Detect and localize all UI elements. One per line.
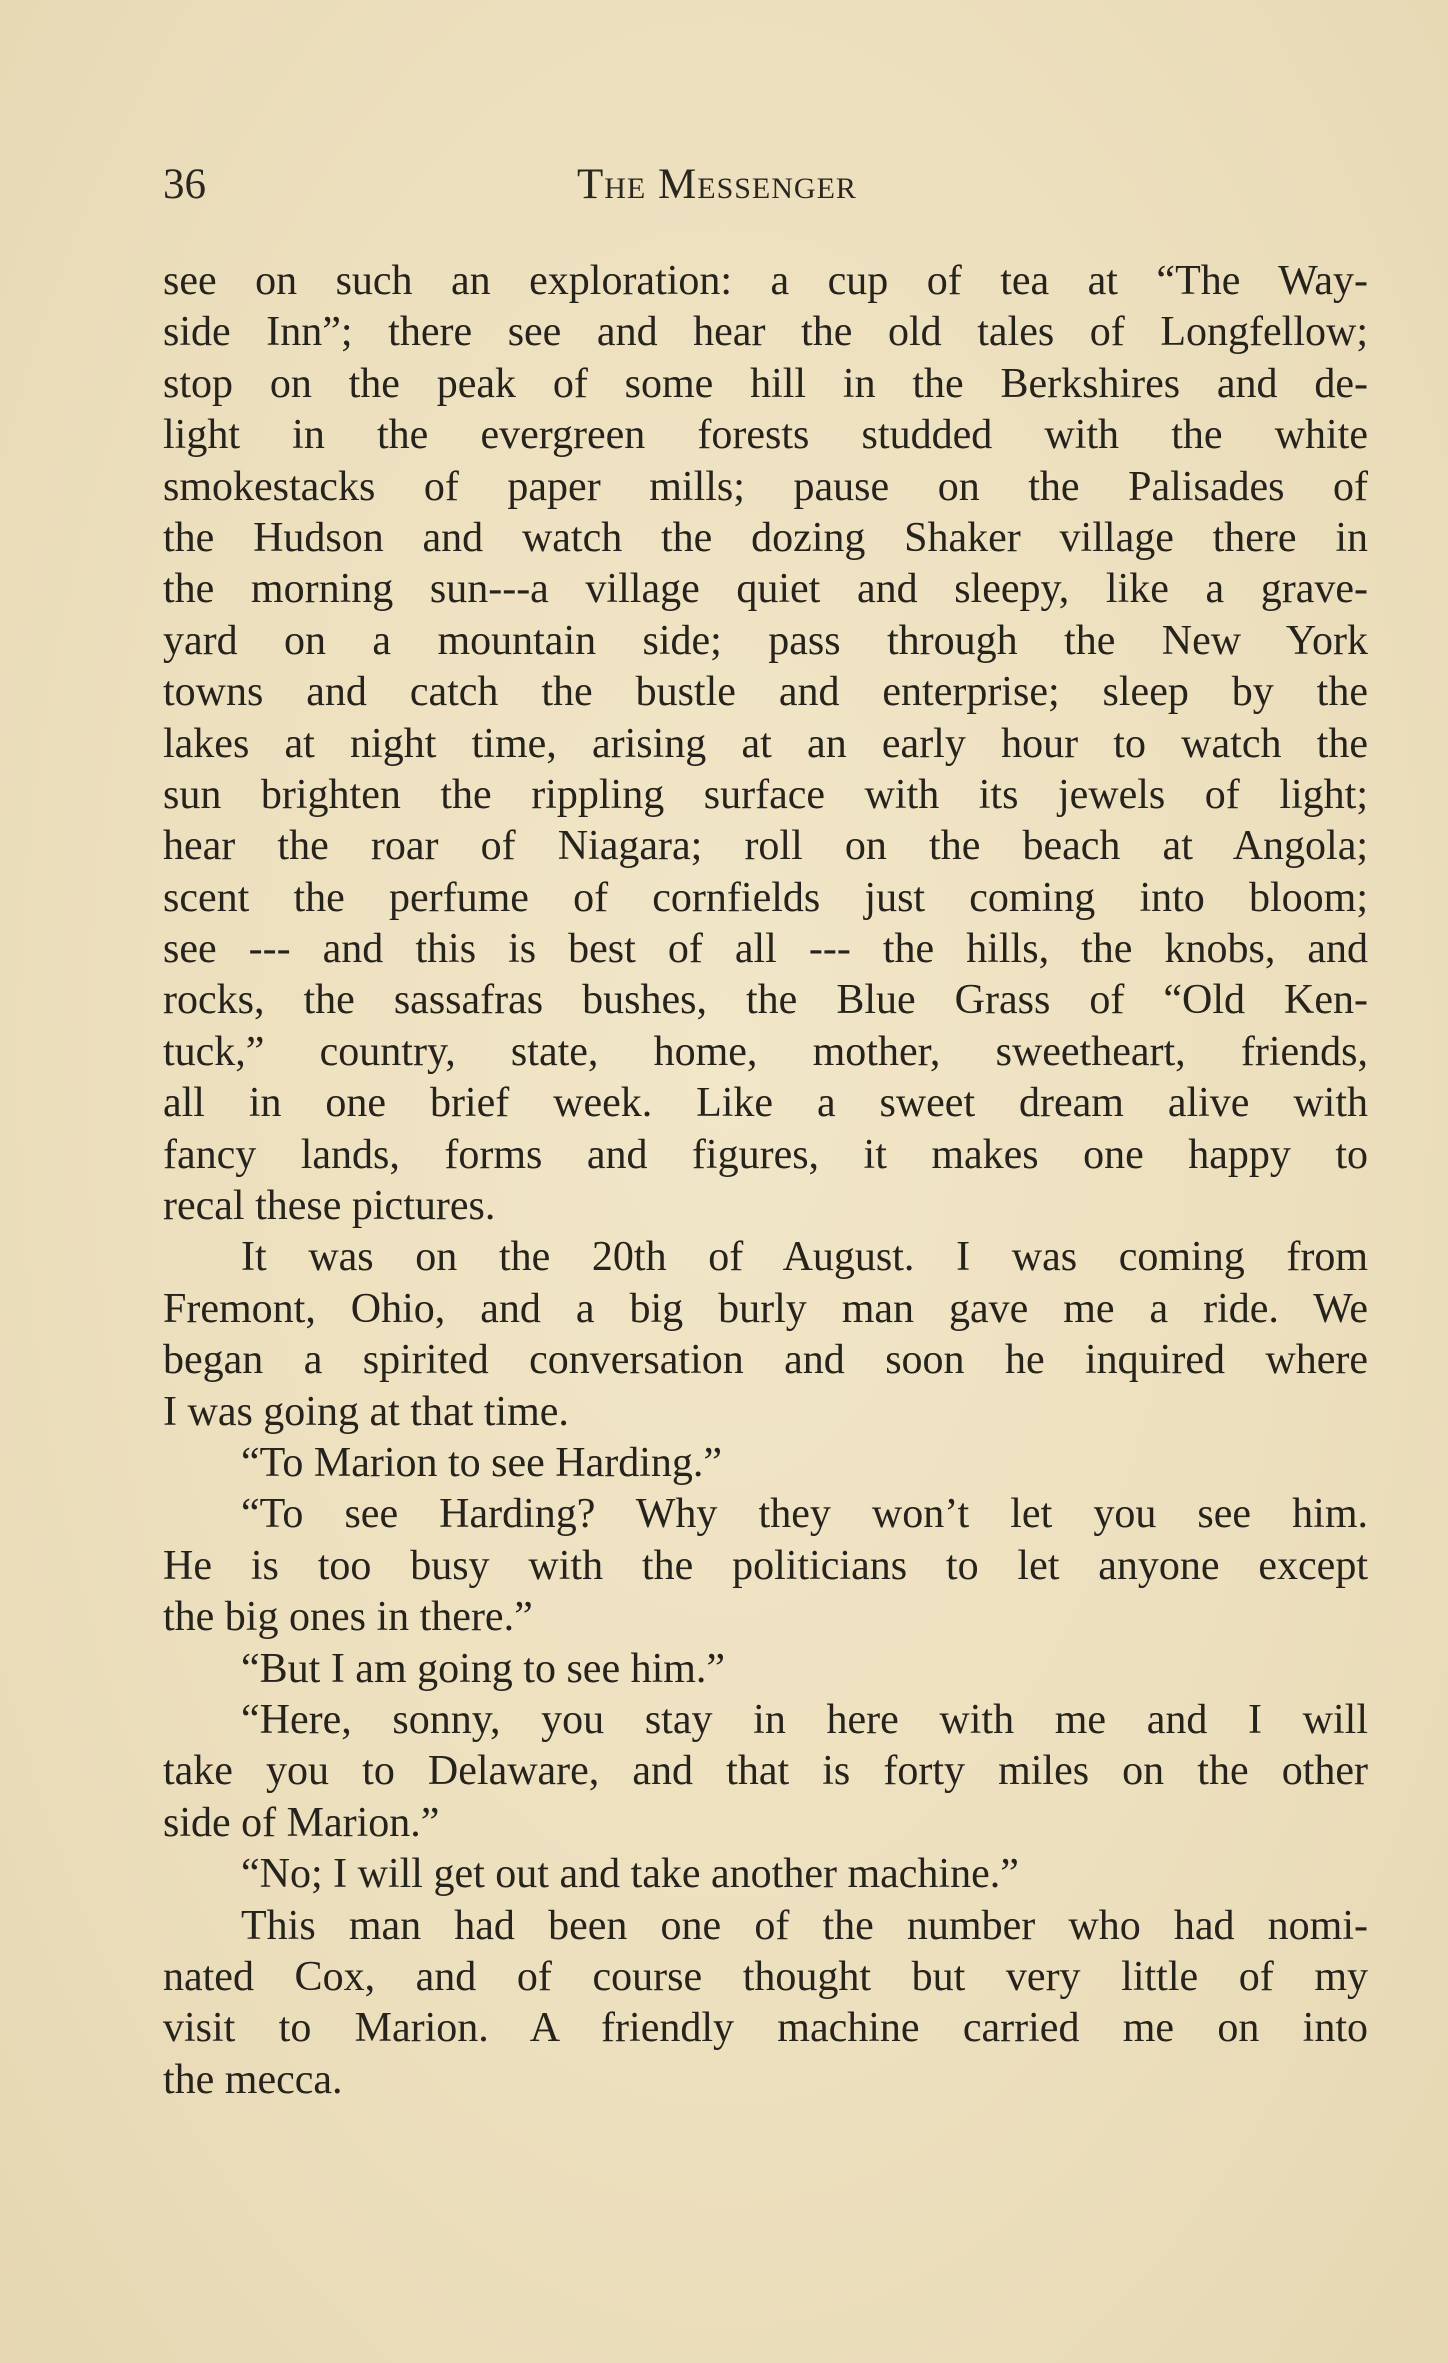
body-text	[163, 256, 1368, 2106]
text-line: scent the perfume of cornfields just coming into bloom;	[163, 874, 1368, 921]
text-line: “Here, sonny, you stay in here with me and I will	[241, 1696, 1368, 1743]
text-line: yard on a mountain side; pass through the New York	[163, 617, 1368, 664]
text-line: rocks, the sassafras bushes, the Blue Grass of “Old Ken-	[163, 977, 1368, 1024]
running-head: The Messenger	[577, 161, 857, 208]
text-line: stop on the peak of some hill in the Berkshires and de-	[163, 360, 1368, 407]
text-line: smokestacks of paper mills; pause on the Palisades of	[163, 463, 1368, 510]
text-line: side Inn”; there see and hear the old tales of Longfellow;	[163, 309, 1368, 356]
text-line: tuck,” country, state, home, mother, sweetheart, friends,	[163, 1028, 1368, 1075]
text-line: This man had been one of the number who had nomi-	[241, 1902, 1368, 1949]
paragraph	[163, 1849, 1368, 1900]
text-line: hear the roar of Niagara; roll on the beach at Angola;	[163, 823, 1368, 870]
text-line: the Hudson and watch the dozing Shaker village there in	[163, 514, 1368, 561]
text-line: I was going at that time.	[163, 1388, 569, 1435]
text-line: sun brighten the rippling surface with its jewels of light;	[163, 771, 1368, 818]
text-line: He is too busy with the politicians to let anyone except	[163, 1542, 1368, 1589]
text-line: began a spirited conversation and soon he inquired where	[163, 1337, 1368, 1384]
page-number: 36	[163, 161, 206, 208]
text-line: light in the evergreen forests studded with the white	[163, 412, 1368, 459]
text-line: the mecca.	[163, 2056, 343, 2103]
paragraph	[163, 1232, 1368, 1438]
paragraph	[163, 1695, 1368, 1849]
text-line: see --- and this is best of all --- the hills, the knobs, and	[163, 926, 1368, 973]
text-line: It was on the 20th of August. I was coming from	[241, 1234, 1368, 1281]
text-line: fancy lands, forms and figures, it makes one happy to	[163, 1131, 1368, 1178]
text-line: towns and catch the bustle and enterprise; sleep by the	[163, 669, 1368, 716]
page-header	[163, 160, 1371, 210]
paragraph	[163, 256, 1368, 1232]
text-line: “No; I will get out and take another machine.”	[241, 1851, 1019, 1898]
text-line: nated Cox, and of course thought but very little of my	[163, 1953, 1368, 2000]
text-line: Fremont, Ohio, and a big burly man gave me a ride. We	[163, 1285, 1368, 1332]
text-line: visit to Marion. A friendly machine carried me on into	[163, 2005, 1368, 2052]
paragraph	[163, 1489, 1368, 1643]
text-line: see on such an exploration: a cup of tea at “The Way-	[163, 258, 1368, 304]
paragraph	[163, 1644, 1368, 1695]
text-line: the big ones in there.”	[163, 1594, 533, 1641]
text-line: all in one brief week. Like a sweet dream alive with	[163, 1080, 1368, 1127]
text-line: “To see Harding? Why they won’t let you see him.	[241, 1491, 1368, 1538]
text-line: side of Marion.”	[163, 1799, 440, 1846]
text-line: the morning sun---a village quiet and sleepy, like a grave-	[163, 566, 1368, 613]
paragraph	[163, 1438, 1368, 1489]
text-line: “To Marion to see Harding.”	[241, 1439, 723, 1486]
text-line: take you to Delaware, and that is forty miles on the other	[163, 1748, 1368, 1795]
text-line: “But I am going to see him.”	[241, 1645, 726, 1692]
paragraph	[163, 1901, 1368, 2107]
text-line: recal these pictures.	[163, 1183, 496, 1230]
text-line: lakes at night time, arising at an early hour to watch the	[163, 720, 1368, 767]
